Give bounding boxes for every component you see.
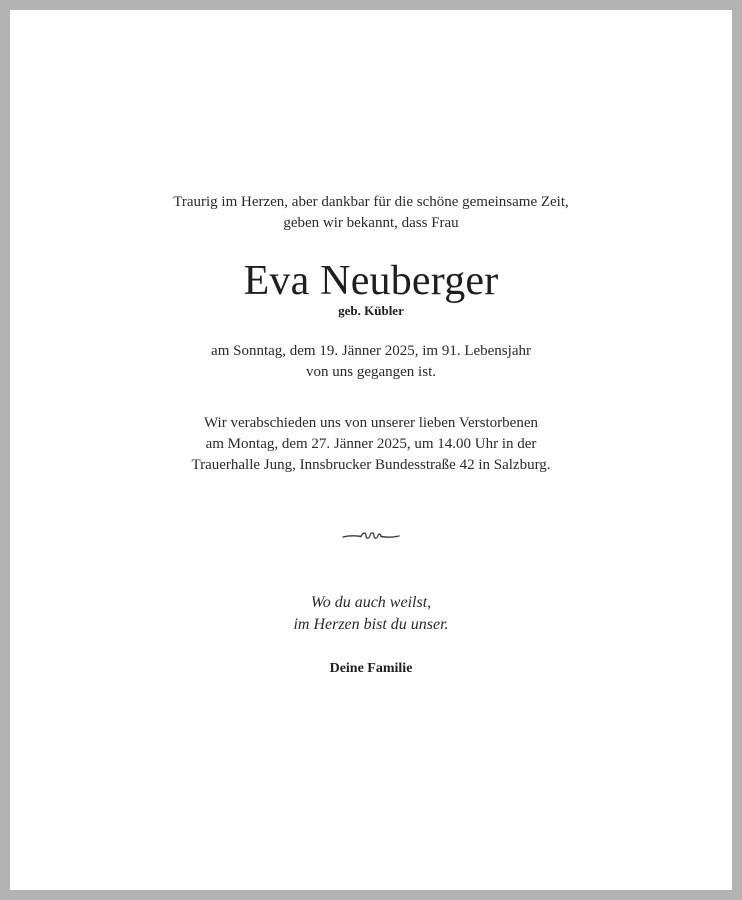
verse-line-2: im Herzen bist du unser. (293, 616, 449, 633)
death-line-1: am Sonntag, dem 19. Jänner 2025, im 91. Lebensjahr (211, 343, 531, 359)
funeral-service-details (0, 413, 742, 476)
deceased-name: Eva Neuberger (243, 258, 499, 304)
intro-text (0, 192, 742, 234)
maiden-name: geb. Kübler (338, 303, 404, 318)
verse-line-1: Wo du auch weilst, (310, 594, 432, 611)
death-line-2: von uns gegangen ist. (306, 364, 436, 380)
service-line-2: am Montag, dem 27. Jänner 2025, um 14.00 Uhr in der (205, 436, 537, 452)
intro-line-1: Traurig im Herzen, aber dankbar für die schöne gemeinsame Zeit, (173, 194, 569, 210)
flourish-divider-icon (341, 529, 401, 543)
memorial-verse (0, 592, 742, 636)
intro-line-2: geben wir bekannt, dass Frau (283, 215, 459, 231)
service-line-3: Trauerhalle Jung, Innsbrucker Bundesstraße 42 in Salzburg. (191, 457, 551, 473)
death-announcement (0, 341, 742, 383)
service-line-1: Wir verabschieden uns von unserer lieben Verstorbenen (203, 415, 538, 431)
family-signature: Deine Familie (329, 661, 413, 676)
